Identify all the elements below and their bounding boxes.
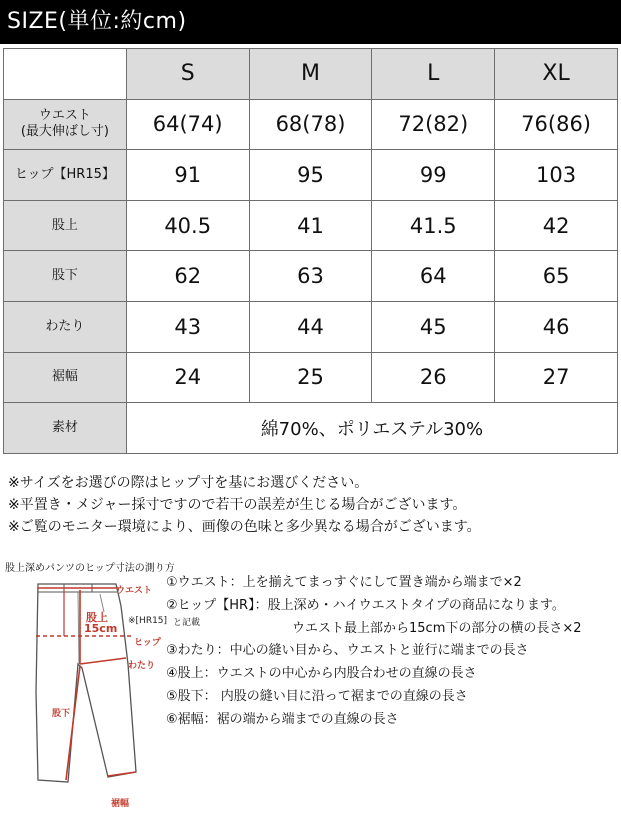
label-hip: ヒップ xyxy=(134,638,161,648)
row-label: 股上 xyxy=(4,200,127,251)
table-cell: 76(86) xyxy=(495,99,618,150)
table-cell: 44 xyxy=(249,301,372,352)
table-row-material xyxy=(4,403,618,454)
row-label: ウエスト (最大伸ばし寸) xyxy=(4,99,127,150)
label-hem: 裾幅 xyxy=(111,799,130,809)
note-line: ※平置き・メジャー採寸ですので若干の誤差が生じる場合がございます。 xyxy=(8,497,467,513)
table-row-hem xyxy=(4,352,618,403)
label-rise: 股上 xyxy=(86,611,108,624)
size-header-row xyxy=(4,49,618,100)
step-hip: ②ヒップ【HR】：股上深め・ハイウエストタイプの商品になります。 xyxy=(166,597,565,613)
table-row-waist xyxy=(4,99,618,150)
table-cell: 46 xyxy=(495,301,618,352)
step-thigh: ③わたり：中心の縫い目から、ウエストと並行に端までの長さ xyxy=(166,643,529,659)
table-row-hip xyxy=(4,150,618,201)
table-cell: 72(82) xyxy=(372,99,495,150)
size-header: SIZE(単位:約cm) xyxy=(0,0,621,44)
label-hr-note-2: と記載 xyxy=(173,618,201,628)
table-cell: 24 xyxy=(126,352,249,403)
table-cell: 65 xyxy=(495,251,618,302)
label-hr-note: ※[HR15] xyxy=(128,616,168,626)
size-col-xl: XL xyxy=(495,49,618,100)
notes xyxy=(8,472,481,538)
row-label: 裾幅 xyxy=(4,352,127,403)
row-label: わたり xyxy=(4,301,127,352)
size-col-m: M xyxy=(249,49,372,100)
table-cell: 25 xyxy=(249,352,372,403)
table-row-thigh xyxy=(4,301,618,352)
table-cell: 91 xyxy=(126,150,249,201)
measurement-steps xyxy=(166,572,582,732)
table-cell: 27 xyxy=(495,352,618,403)
step-inseam: ⑤股下： 内股の縫い目に沿って裾までの直線の長さ xyxy=(166,688,468,704)
size-table xyxy=(3,48,618,454)
diagram-title: 股上深めパンツのヒップ寸法の測り方 xyxy=(5,563,175,574)
table-cell: 64 xyxy=(372,251,495,302)
row-label: 素材 xyxy=(4,403,127,454)
pants-illustration xyxy=(0,572,162,815)
table-row-rise xyxy=(4,200,618,251)
row-label: 股下 xyxy=(4,251,127,302)
label-waist: ウエスト xyxy=(116,586,153,596)
table-cell: 62 xyxy=(126,251,249,302)
step-rise: ④股上：ウエストの中心から内股合わせの直線の長さ xyxy=(166,666,477,682)
note-line: ※ご覧のモニター環境により、画像の色味と多少異なる場合がございます。 xyxy=(8,519,481,535)
table-cell: 63 xyxy=(249,251,372,302)
table-cell: 41.5 xyxy=(372,200,495,251)
material-value: 綿70%、ポリエステル30% xyxy=(126,403,617,454)
size-col-l: L xyxy=(372,49,495,100)
label-rise-cm: 15cm xyxy=(84,622,118,635)
table-cell: 26 xyxy=(372,352,495,403)
label-thigh: わたり xyxy=(128,661,156,671)
table-cell: 45 xyxy=(372,301,495,352)
table-cell: 68(78) xyxy=(249,99,372,150)
label-inseam: 股下 xyxy=(52,709,71,719)
pants-diagram xyxy=(0,572,168,815)
table-cell: 99 xyxy=(372,150,495,201)
corner-cell xyxy=(4,49,127,100)
row-label: ヒップ【HR15】 xyxy=(4,150,127,201)
table-cell: 41 xyxy=(249,200,372,251)
step-waist: ①ウエスト：上を揃えてまっすぐにして置き端から端まで×2 xyxy=(166,575,522,590)
table-cell: 40.5 xyxy=(126,200,249,251)
step-hip-detail: ウエスト最上部から15cm下の部分の横の長さ×2 xyxy=(292,620,582,636)
table-cell: 43 xyxy=(126,301,249,352)
table-row-inseam xyxy=(4,251,618,302)
table-cell: 103 xyxy=(495,150,618,201)
table-cell: 95 xyxy=(249,150,372,201)
table-cell: 42 xyxy=(495,200,618,251)
size-col-s: S xyxy=(126,49,249,100)
step-hem: ⑥裾幅：裾の端から端までの直線の長さ xyxy=(166,711,399,727)
table-cell: 64(74) xyxy=(126,99,249,150)
note-line: ※サイズをお選びの際はヒップ寸を基にお選びください。 xyxy=(8,475,369,491)
